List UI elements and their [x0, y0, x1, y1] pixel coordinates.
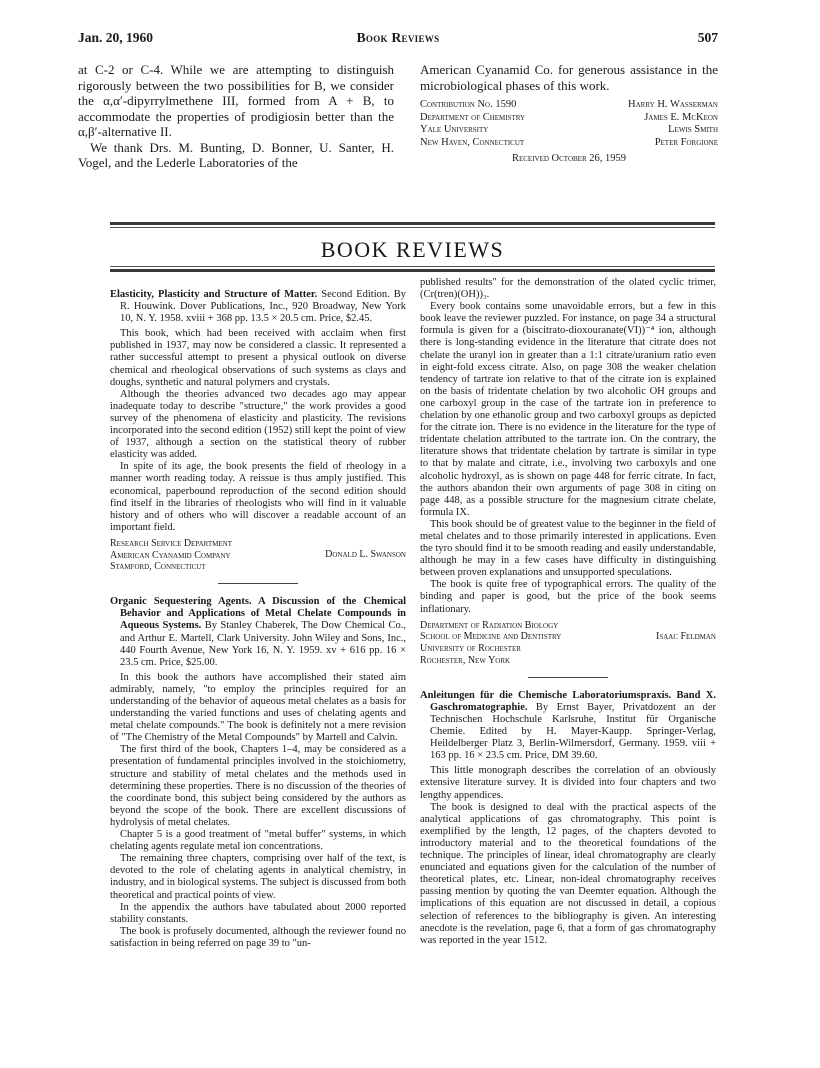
reviewer-affiliation — [110, 538, 232, 573]
prev-article-acknowledgment: We thank Drs. M. Bunting, D. Bonner, U. Santer, H. Vogel, and the Lederle Laboratories of the — [78, 139, 394, 170]
prev-article-acknowledgment-cont: American Cyanamid Co. for generous assistance in the microbiological phases of this work. — [420, 62, 718, 93]
prev-article-paragraph: at C-2 or C-4. While we are attempting to distinguish rigorously between the two possibilities for B, we consider the α,α′-dipyrrylmethene III, formed from A + B, to accommodate the properties of prodigiosin better than the α,β′-alternative II. — [78, 62, 394, 139]
review-paragraph: The book is profusely documented, although the reviewer found no satisfaction in being referred on page 39 to "un- — [110, 925, 406, 949]
reviewer-name: Donald L. Swanson — [325, 549, 406, 561]
prev-article-right-column — [420, 62, 718, 167]
book-citation: By Stanley Chaberek, The Dow Chemical Co., and Arthur E. Martell, Clark University. John Wiley and Sons, Inc., 440 Fourth Avenue, New York 16, N. Y. 1959. xv + 616 pp. 16 × 23.5 cm. Price, $25.00. — [120, 620, 406, 668]
review-paragraph: This little monograph describes the correlation of an obviously extensive literature survey. It is divided into four chapters and two lengthy appendices. — [420, 765, 716, 801]
author-name: James E. McKeon — [644, 111, 718, 123]
review-paragraph: Every book contains some unavoidable errors, but a few in this book leave the reviewer puzzled. For instance, on page 34 a structural formula is given for a (biscitrato-dioxouranate(VI))⁻⁴ ion, although there is long-standing evidence in the literature that citrate does not chelate the uranyl ion in greater than a 1:1 citrate/uranium ratio even in eight-fold excess citrate. Also, on page 308 the weaker chelation tendency of tartrate ion relative to that of the citrate ion is explained on the basis of tridentate chelation by two alcoholic OH groups and one carboxyl group in the case of the tartrate ion in preference to chelation by one ethanolic group and two carboxyl groups as depicted for the citrate ion. There is no evidence in the literature for the type of tridentate chelation attributed to the tartrate ion. On the contrary, the literature shows that tridentate chelation by tartrate is similar in type to that by malate and citrate, i.e., involving two carboxyls and one alcoholic hydroxyl, as is shown on page 448 for ferric citrate. In fact, the authors abandon their own arguments of page 308 in citing on page 448, as a possible structure for the magnesium citrate chelate, formula IX. — [420, 301, 716, 518]
review-paragraph: In this book the authors have accomplished their stated aim admirably, namely, "to employ the principles required for an understanding of the behavior of aqueous metal chelates as a basis for understanding the varied functions and uses of chelating agents and metal chelate compounds." The book is definitely not a mere revision of "The Chemistry of the Metal Compounds" by Martell and Calvin. — [110, 671, 406, 744]
section-rule-bottom-thin — [110, 266, 715, 267]
affiliation-line: Yale University — [420, 124, 489, 135]
affiliation-line: Rochester, New York — [420, 655, 511, 667]
review-paragraph: The first third of the book, Chapters 1–4, may be considered as a presentation of fundamental principles involved in the stoichiometry, structure and stability of metal chelates and the methods used in determining these properties. There is no discussion of the theories of the coordinate bond, this subject being considered by the authors as beyond the scope of the book. There are excellent discussions of hydrolysis of metal chelates. — [110, 744, 406, 828]
book-title: Elasticity, Plasticity and Structure of Matter. — [110, 289, 318, 300]
issue-date: Jan. 20, 1960 — [78, 30, 154, 45]
running-head — [78, 30, 718, 48]
review-heading — [110, 596, 406, 669]
received-date: Received October 26, 1959 — [511, 153, 626, 164]
review-separator — [528, 677, 608, 678]
prev-article-left-column — [78, 62, 394, 171]
review-paragraph: The remaining three chapters, comprising over half of the text, is devoted to the role of chelating agents in analytical chemistry, in industry, and in biological systems. The subject is discussed from both theoretical and practical points of view. — [110, 853, 407, 901]
author-name: Harry H. Wasserman — [628, 99, 718, 110]
affiliation-line: New Haven, Connecticut — [420, 136, 525, 148]
affiliation-line: Department of Radiation Biology — [420, 619, 559, 631]
author-names — [628, 99, 718, 149]
affiliation-line: Research Service Department — [110, 537, 232, 549]
review-paragraph: published results" for the demonstration of the olated cyclic trimer, (Cr(tren)(OH))₃. — [420, 277, 716, 301]
section-rule-bottom — [110, 269, 715, 272]
book-title: Anleitungen für die Chemische Laboratoriumspraxis. Band X. Gaschromatographie. — [420, 689, 716, 713]
review-heading — [420, 690, 716, 763]
affiliation-line: American Cyanamid Company — [110, 549, 231, 561]
review-paragraph: This book should be of greatest value to the beginner in the field of metal chelates and to those primarily interested in applications. Even the tyro should find it to be smooth reading and easily understandable, although he may in a few cases have difficulty in distinguishing between proven explanations and unsupported speculations. — [420, 518, 716, 579]
affiliation-line: Department of Chemistry — [420, 111, 526, 123]
reviewer-signature — [110, 538, 406, 573]
reviewer-signature — [420, 620, 716, 667]
journal-section: Book Reviews — [356, 30, 440, 45]
review-paragraph: In the appendix the authors have tabulated about 2000 reported stability constants. — [110, 901, 406, 925]
section-rule-top-thin — [110, 227, 715, 228]
affiliation-lines — [420, 99, 525, 149]
section-rule-top — [110, 222, 715, 225]
reviews-left-column — [110, 289, 406, 950]
review-heading — [110, 289, 406, 325]
affiliation-line: School of Medicine and Dentistry — [420, 631, 562, 643]
review-separator — [218, 583, 298, 584]
reviews-right-column — [420, 277, 716, 947]
review-paragraph: In spite of its age, the book presents the field of rheology in a manner worth reading today. A reissue is thus amply justified. This economical, paperbound reproduction of the second edition should find itself in the libraries of rheologists who will find in it valuable history and of others who will discover a readable account of an important field. — [110, 461, 406, 533]
book-citation: Second Edition. By R. Houwink. Dover Publications, Inc., 920 Broadway, New York 10, N. Y. 1958. xviii + 368 pp. 13.5 × 20.5 cm. Price, $2.45. — [120, 289, 406, 325]
review-paragraph: This book, which had been received with acclaim when first published in 1937, may now be considered a classic. It represented a rather successful attempt to present a physical outlook on diverse chemical and rheological observations of such systems as clays and doughs, synthetic and natural polymers and crystals. — [110, 328, 406, 388]
review-paragraph: Although the theories advanced two decades ago may appear inadequate today to describe "structure," the work provides a good survey of the phenomena of elasticity and plasticity. The revisions incorporated into the second edition (1952) still kept the point of view of 1937, although a section on the statistical theory of rubber elasticity was added. — [110, 388, 406, 461]
author-name: Lewis Smith — [668, 124, 718, 135]
affiliation-line: Stamford, Connecticut — [110, 561, 206, 573]
affiliation-line: University of Rochester — [420, 643, 521, 655]
review-paragraph: The book is quite free of typographical errors. The quality of the binding and paper is good, but the price of the book seems inflationary. — [420, 579, 716, 615]
section-title: BOOK REVIEWS — [320, 237, 505, 262]
author-name: Peter Forgione — [654, 136, 718, 148]
affiliation-line: Contribution No. 1590 — [420, 99, 517, 110]
page-number: 507 — [697, 30, 718, 45]
author-signature-block — [420, 99, 718, 149]
reviewer-affiliation — [420, 620, 561, 667]
review-paragraph: Chapter 5 is a good treatment of "metal buffer" systems, in which chelating agents regulate metal ion concentrations. — [110, 829, 406, 853]
reviewer-name: Isaac Feldman — [655, 631, 716, 643]
book-citation: By Ernst Bayer, Privatdozent an der Technischen Hochschule Karlsruhe, Institut für Organische Chemie. Edited by H. Mayer-Kaupp. Springer-Verlag, Heildelberger Platz 3, Berlin-Wilmersdorf, Germany. 1959. viii + 163 pp. 16 × 23.5 cm. Price, DM 39.60. — [430, 701, 716, 762]
review-paragraph: The book is designed to deal with the practical aspects of the analytical applications of gas chromatography. This point is exemplified by the length, 12 pages, of the chapters devoted to introductory material and to the theoretical foundations of the technique. The principles of linear, ideal chromatography are clearly enunciated and equations given for the calculation of the number of theoretical plates, etc. Linear, non-ideal chromatography receives passing mention by quoting the van Deemter equation. Although the implications of this equation are not discussed in detail, a copious selection of references to the bibliography is given. An interesting anecdote is the revelation, page 6, that a form of gas chromatography was reported in the year 1512. — [420, 801, 716, 946]
book-title: Organic Sequestering Agents. A Discussion of the Chemical Behavior and Applications of Metal Chelate Compounds in Aqueous Systems. — [110, 596, 406, 632]
